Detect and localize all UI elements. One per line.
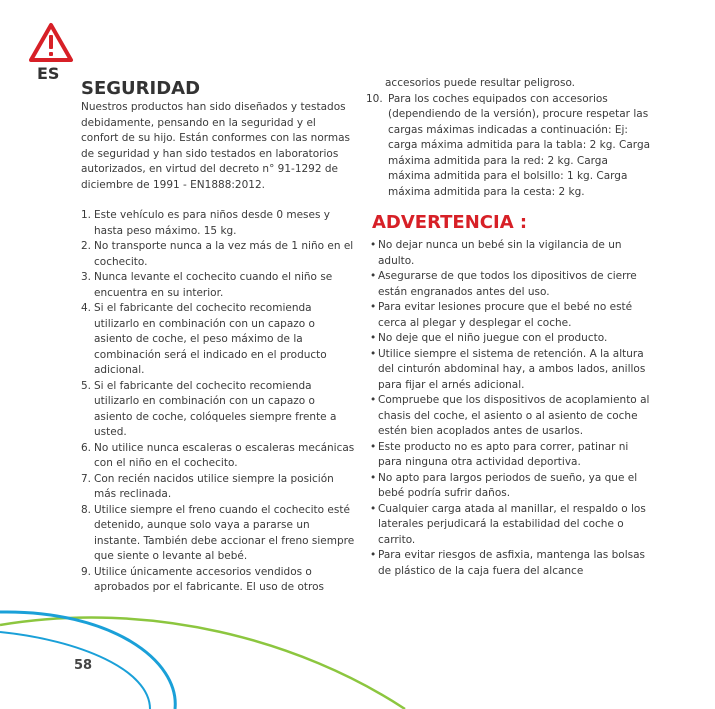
bullet-dot: • (370, 394, 377, 406)
item-number: 8. (81, 503, 92, 516)
item-text: Si el fabricante del cochecito recomienda utilizarlo en combinación con un capazo o asiento de coche, el peso máximo de la combinación será el indicado en el producto adicional. (94, 302, 327, 376)
advertencia-title: ADVERTENCIA : (372, 212, 528, 233)
item-text: Si el fabricante del cochecito recomienda utilizarlo en combinación con un capazo o asiento de coche, colóqueles siempre frente a usted. (94, 379, 337, 438)
item-number: 7. (81, 472, 92, 485)
item-text: No apto para largos periodos de sueño, ya que el bebé podría sufrir daños. (378, 471, 638, 499)
item-text: Este vehículo es para niños desde 0 meses y hasta peso máximo. 15 kg. (94, 209, 331, 237)
seguridad-title: SEGURIDAD (81, 78, 201, 99)
item-number: 1. (81, 209, 92, 221)
bullet-dot: • (370, 301, 377, 313)
item-text: Utilice siempre el sistema de retención. A la altura del cinturón abdominal hay, a ambos lados, anillos para fijar el arnés adicional. (378, 347, 646, 391)
item-text: No transporte nunca a la vez más de 1 niño en el cochecito. (94, 240, 354, 268)
item-text: Utilice siempre el freno cuando el cochecito esté detenido, aunque solo vaya a pararse un instante. También debe accionar el freno siempre que siente o levante al bebé. (94, 503, 355, 562)
bullet-dot: • (370, 502, 377, 515)
item-text: Cualquier carga atada al manillar, el respaldo o los laterales perjudicará la estabilidad del coche o carrito. (378, 502, 646, 546)
bullet-dot: • (370, 270, 377, 282)
item-text: Con recién nacidos utilice siempre la posición más reclinada. (94, 472, 334, 500)
item-number: 6. (81, 441, 92, 454)
item-number: 4. (81, 302, 92, 314)
item-text: No utilice nunca escaleras o escaleras mecánicas con el niño en el cochecito. (94, 441, 355, 469)
item-text: Utilice únicamente accesorios vendidos o aprobados por el fabricante. El uso de otros (94, 565, 324, 593)
item-text: Compruebe que los dispositivos de acoplamiento al chasis del coche, el asiento o al asiento de coche estén bien acoplados antes de usarlos. (378, 394, 650, 437)
bullet-dot: • (370, 471, 377, 484)
bullet-dot: • (370, 347, 377, 360)
item-text: Nunca levante el cochecito cuando el niño se encuentra en su interior. (94, 271, 333, 299)
bullet-dot: • (370, 440, 377, 453)
item-9-continuation: accesorios puede resultar peligroso. (385, 77, 576, 89)
item-number: 2. (81, 240, 92, 252)
item-text: Este producto no es apto para correr, patinar ni para ninguna otra actividad deportiva. (378, 440, 629, 468)
item-text: No dejar nunca un bebé sin la vigilancia de un adulto. (378, 239, 622, 267)
item-text: Para los coches equipados con accesorios (dependiendo de la versión), procure respetar las cargas máximas indicadas a continuación: Ej: carga máxima admitida para la tabla: 2 kg. Carga máxima admitida para la red: 2 kg. Carga máxima admitida para el bolsillo: 1 kg. Carga máxima admitida para la cesta: 2 kg. (388, 92, 651, 198)
bullet-dot: • (370, 239, 377, 251)
item-text: Para evitar riesgos de asfixia, mantenga las bolsas de plástico de la caja fuera del alcance (378, 549, 645, 577)
page-number: 58 (74, 658, 93, 673)
language-label: ES (37, 64, 60, 83)
item-text: Para evitar lesiones procure que el bebé no esté cerca al plegar y desplegar el coche. (378, 301, 633, 329)
item-number: 5. (81, 379, 92, 392)
bullet-dot: • (370, 549, 377, 561)
bullet-dot: • (370, 332, 377, 344)
item-number: 10. (366, 92, 383, 105)
seguridad-intro: Nuestros productos han sido diseñados y testados debidamente, pensando en la seguridad y el confort de su hijo. Están conformes con las normas de seguridad y han sido testados en laboratorios autorizados, en virtud del decreto n° 91-1292 de diciembre de 1991 - EN1888:2012. (81, 101, 351, 191)
item-text: No deje que el niño juegue con el producto. (378, 332, 608, 344)
item-number: 3. (81, 271, 92, 283)
item-text: Asegurarse de que todos los dipositivos de cierre están engranados antes del uso. (378, 270, 637, 298)
item-number: 9. (81, 565, 92, 578)
